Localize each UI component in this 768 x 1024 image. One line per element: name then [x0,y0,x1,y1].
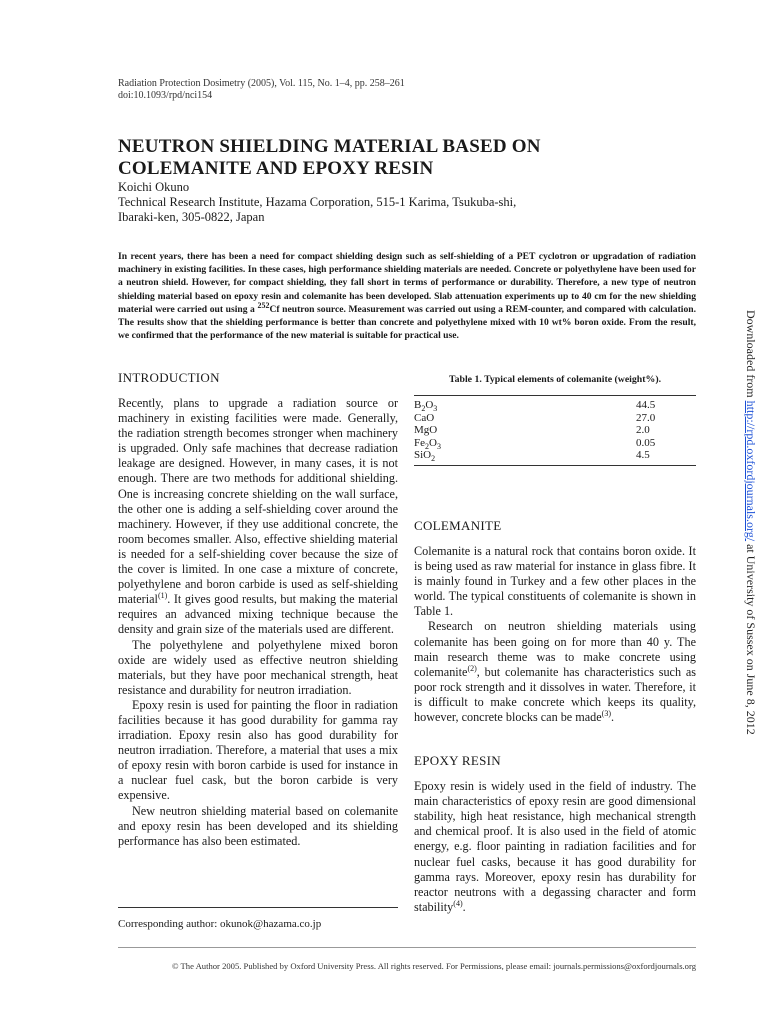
introduction-paragraph-1 [118,396,398,638]
footer-rule [118,947,696,948]
formula-text: SiO [414,449,432,462]
epoxy-paragraph-1 [414,779,696,915]
copyright-notice: © The Author 2005. Published by Oxford University Press. All rights reserved. For Permissions, please email: journals.permissions@oxfordjournals.org [172,961,696,971]
ref-4: (4) [453,898,463,908]
author-affiliation [118,195,588,225]
introduction-paragraph-3: Epoxy resin is used for painting the floor in radiation facilities because it has good durability for gamma ray irradiation. Epoxy resin also has good durability for neutron irradiation. Therefore, a material that uses a mix of epoxy resin with boron carbide is used for instance in a nuclear fuel cask, but the boron carbide is very expensive. [118,697,398,803]
colemanite-p2-text-b: , but colemanite has characteristics such as poor rock strength and it dissolves in water. Therefore, it is difficult to make concrete which keeps its quality, however, concrete blocks can be made [414,664,696,724]
ref-1: (1) [157,591,168,601]
journal-link[interactable]: http://rpd.oxfordjournals.org/ [744,400,758,542]
formula-text: O [425,399,434,411]
formula-subscript: 3 [433,404,438,414]
right-column [414,370,696,915]
title-line-2: COLEMANITE AND EPOXY RESIN [118,158,434,179]
introduction-paragraph-2: The polyethylene and polyethylene mixed boron oxide are widely used as effective neutron shielding materials, but they have poor mechanical strength, heat resistance and durability for neutron irradiation. [118,637,398,697]
table-body [414,399,696,462]
paper-title [118,136,678,180]
affiliation-line-1: Technical Research Institute, Hazama Corporation, 515-1 Karima, Tsukuba-shi, [118,195,517,209]
title-line-1: NEUTRON SHIELDING MATERIAL BASED ON [118,136,541,157]
intro-p1-text-a: Recently, plans to upgrade a radiation source or machinery in existing facilities were made. Generally, the radiation strength becomes stronger when machinery is upgraded. Only safe machines that decrease radiation leakage are designed. However, in many cases, it is not enough. There are two methods for additional shielding. One is increasing concrete shielding on the wall surface, the other one is adding a self-shielding cover around the machinery. However, if they use additional concrete, the room becomes smaller. Also, effective shielding material is needed for a self-shielding cover because the size of the cover is limited. In one case a mixture of concrete, polyethylene and boron carbide is used as self-shielding material [118,396,398,607]
element-formula [414,437,441,450]
table-top-rule [414,395,696,396]
formula-text: Fe [414,436,425,449]
colemanite-p2-text-a: Research on neutron shielding materials using colemanite has been going on for more than 40 y. The main research theme was to make concrete using colemanite [414,619,696,679]
formula-text: B [414,399,422,411]
download-prefix: Downloaded from [744,310,758,401]
table-row [414,412,696,425]
abstract-superscript: 252 [257,300,270,310]
download-suffix: at University of Sussex on June 8, 2012 [744,541,758,735]
abstract-part-1: In recent years, there has been a need for compact shielding design such as self-shielding of a PET cyclotron or upgradation of radiation machinery in existing facilities. In these cases, high performance shielding materials are needed. Concrete or polyethylene have been used for a neutron shield. However, for compact shielding, they fall short in terms of performance or durability. Therefore, a new type of neutron shielding material based on epoxy resin and colemanite has been developed. Slab attenuation experiments up to 40 cm for the new shielding material were carried out using a [118,251,696,315]
epoxy-p1-text-a: Epoxy resin is widely used in the field of industry. The main characteristics of epoxy resin are good dimensional stability, high heat resistance, high mechanical strength and chemical proof. It is also used in the field of atomic energy, e.g. floor painting in radiation facilities and for nuclear fuel casks, because it has good durability for gamma rays. Moreover, epoxy resin has durability for reactor neutrons with a degassing character and form stability [414,779,696,914]
corresponding-author: Corresponding author: okunok@hazama.co.jp [118,918,322,930]
formula-subscript: 3 [436,441,441,451]
colemanite-paragraph-1: Colemanite is a natural rock that contains boron oxide. It is being used as raw material for instance in glass fibre. It is mainly found in Turkey and a few other places in the world. The typical constituents of colemanite is shown in Table 1. [414,543,696,619]
formula-text: MgO [414,424,438,437]
formula-text: CaO [414,411,435,424]
abstract-part-2: Cf neutron source. Measurement was carried out using a REM-counter, and compared with calculation. The results show that the shielding performance is better than concrete and polyethylene mixed with 10 wt% boron oxide. From the result, we confirmed that the performance of the new material is suitable for practical use. [118,303,696,342]
formula-subscript: 2 [425,441,429,451]
abstract [118,250,696,342]
introduction-heading: INTRODUCTION [118,370,220,385]
weight-value: 44.5 [636,399,656,411]
weight-value: 27.0 [636,411,656,424]
affiliation-line-2: Ibaraki-ken, 305-0822, Japan [118,210,265,224]
table-row [414,424,696,437]
colemanite-p2-text-c: . [610,710,615,724]
epoxy-heading: EPOXY RESIN [414,753,501,769]
table-row [414,449,696,462]
author-name: Koichi Okuno [118,180,190,194]
colemanite-paragraph-2 [414,619,696,725]
footnote-rule [118,907,398,908]
download-notice [744,310,758,735]
weight-value: 2.0 [636,424,650,437]
table-row [414,399,696,412]
ref-2: (2) [467,663,477,673]
journal-citation [118,78,405,102]
epoxy-p1-text-b: . [462,899,466,914]
left-column [118,370,398,849]
formula-subscript: 2 [431,454,436,464]
journal-reference: Radiation Protection Dosimetry (2005), Vol. 115, No. 1–4, pp. 258–261 [118,78,405,89]
table-caption: Table 1. Typical elements of colemanite (weight%). [448,374,662,385]
colemanite-heading: COLEMANITE [414,517,502,533]
doi: doi:10.1093/rpd/nci154 [118,90,213,101]
intro-p1-text-b: . It gives good results, but making the material requires an advanced mixing technique because the density and grain size of the materials used are different. [118,592,398,637]
element-formula [414,449,435,462]
weight-value: 4.5 [636,449,650,462]
weight-value: 0.05 [636,436,656,449]
table-row [414,437,696,450]
formula-text: O [429,436,437,449]
formula-subscript: 2 [421,404,426,414]
ref-3: (3) [601,708,611,718]
element-formula [414,412,434,425]
element-formula [414,399,437,412]
introduction-paragraph-4: New neutron shielding material based on colemanite and epoxy resin has been developed and its shielding performance has also been estimated. [118,803,398,848]
download-watermark [744,310,758,735]
element-formula [414,424,437,437]
